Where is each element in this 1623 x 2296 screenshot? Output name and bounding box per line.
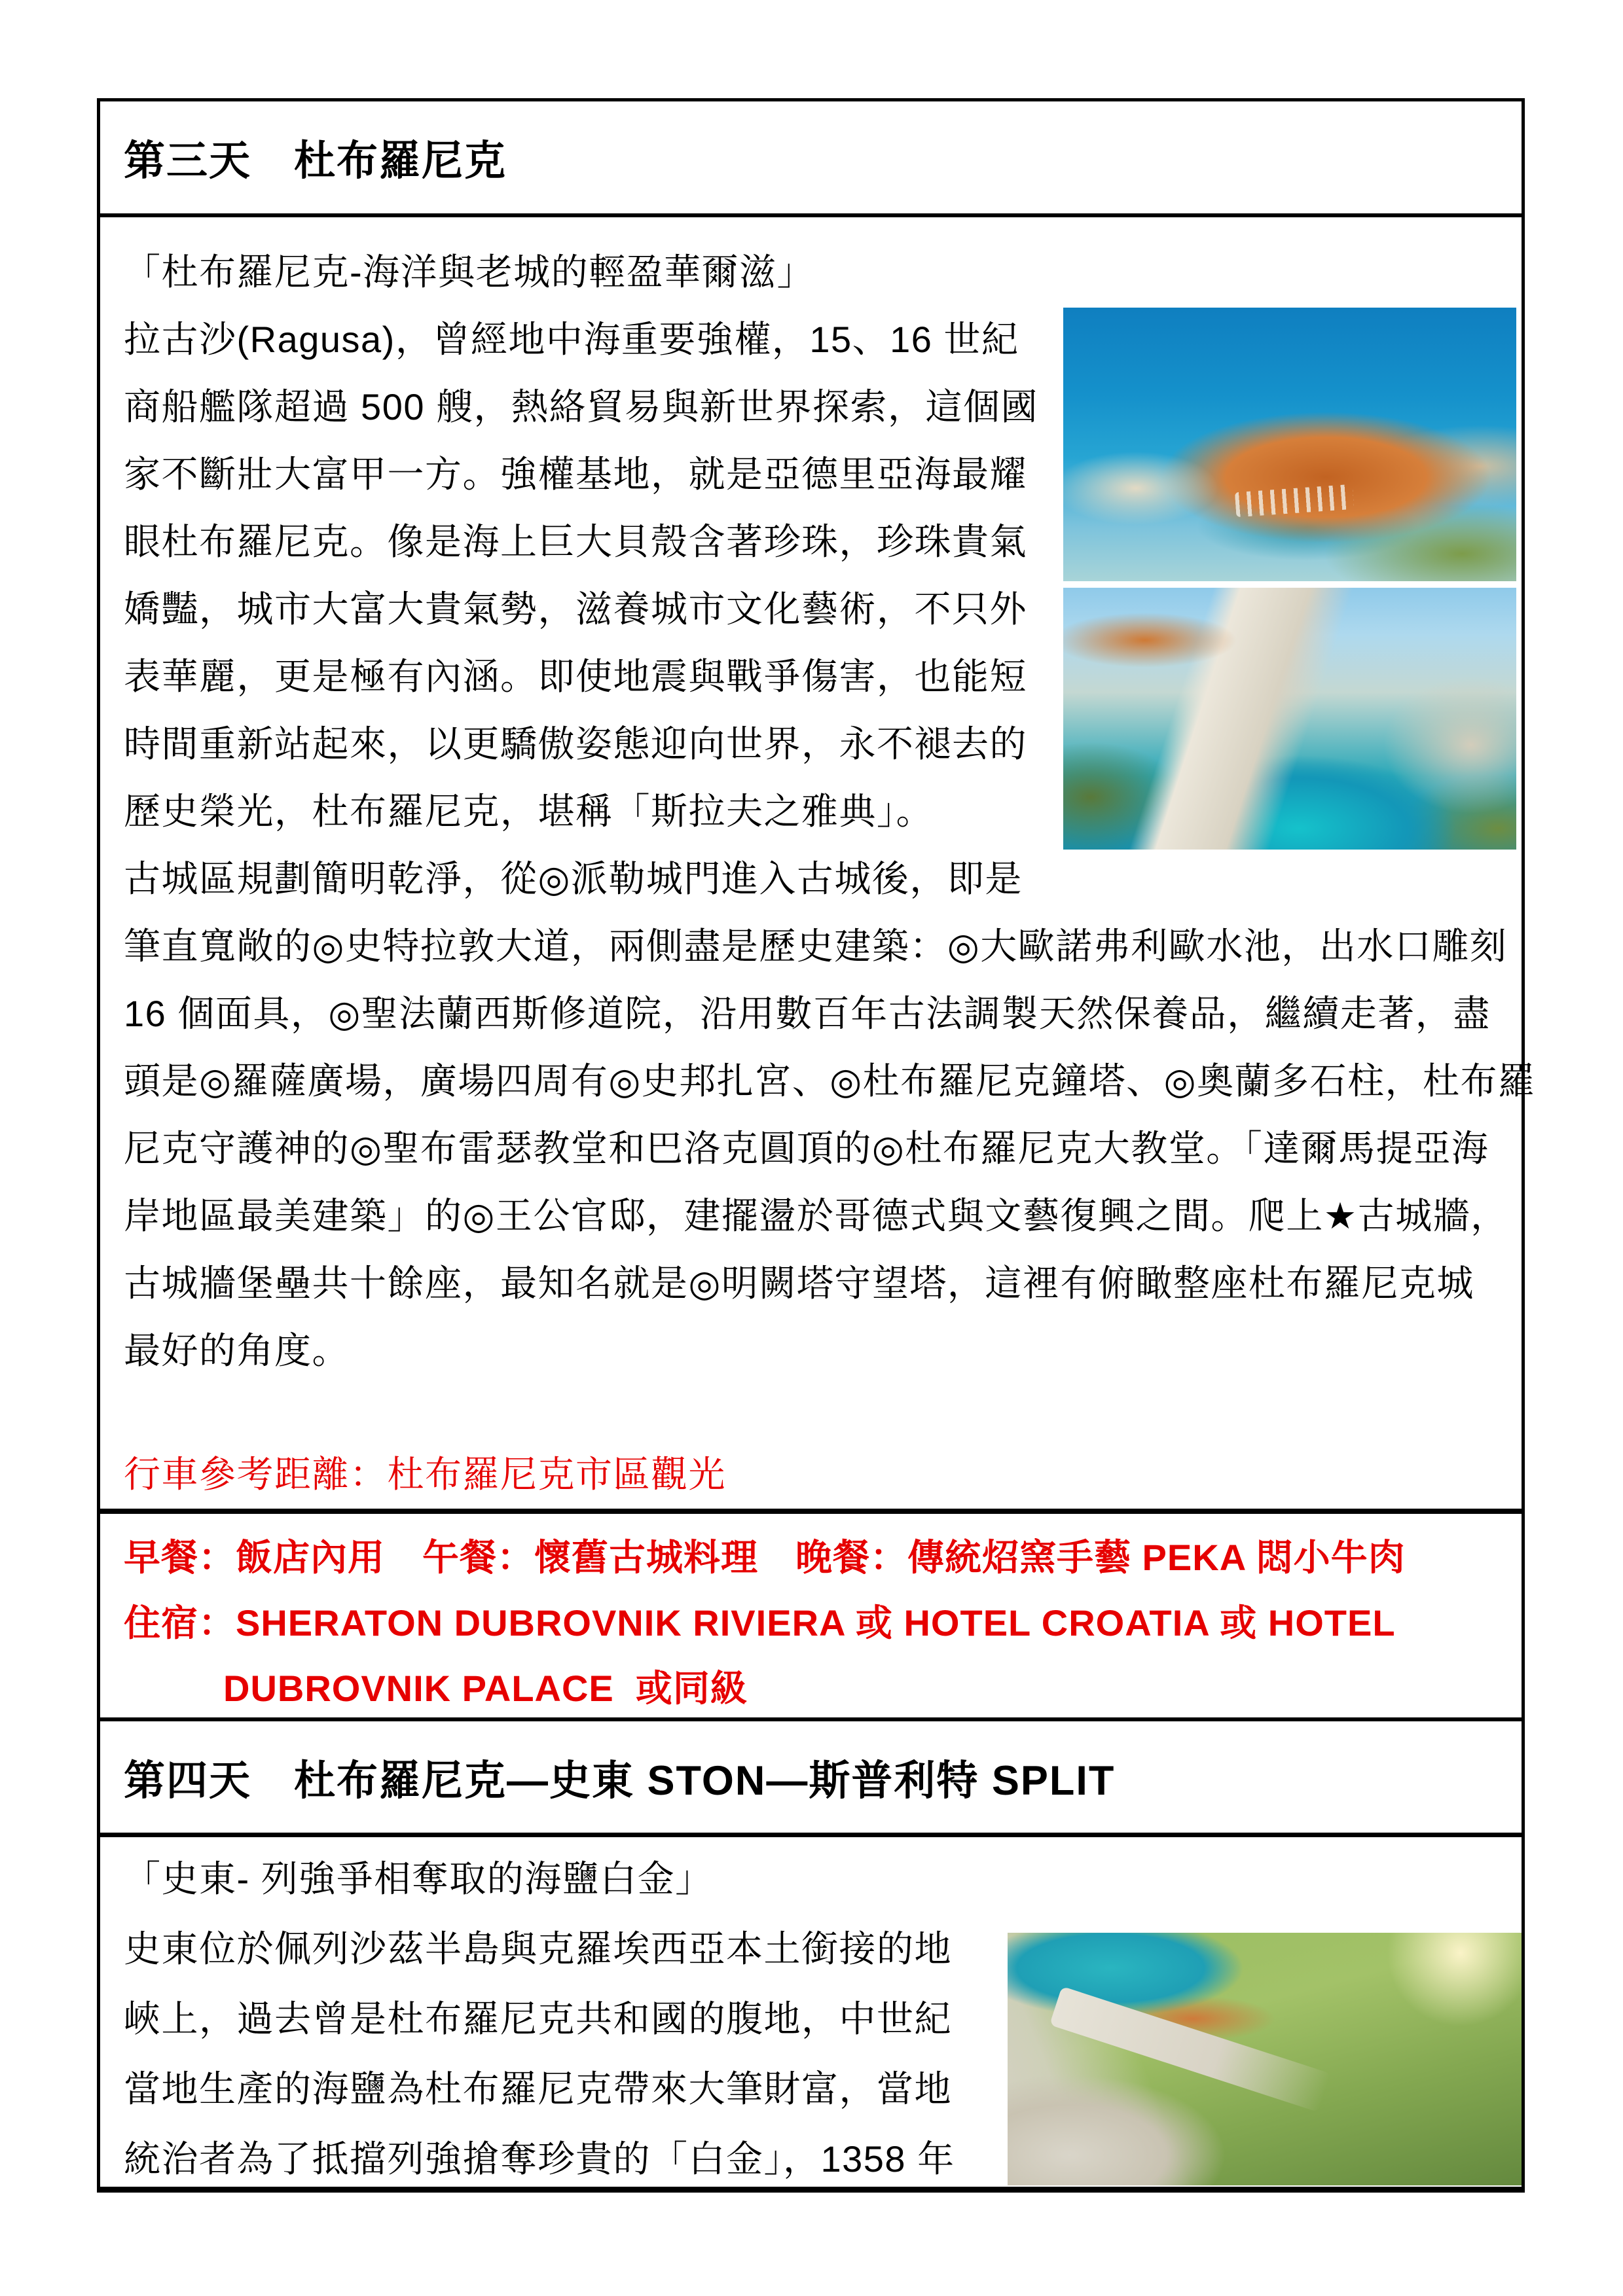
day3-meals-row — [100, 1514, 1522, 1721]
text-line: 統治者為了抵擋列強搶奪珍貴的「白金」，1358 年 — [124, 2138, 955, 2179]
text-line: 時間重新站起來，以更驕傲姿態迎向世界，永不褪去的 — [124, 723, 1027, 764]
stone-wall-walkway — [1049, 1986, 1331, 2111]
text-line: 尼克守護神的◎聖布雷瑟教堂和巴洛克圓頂的◎杜布羅尼克大教堂。「達爾馬提亞海 — [124, 1128, 1489, 1169]
meals-line: 早餐：飯店內用 午餐：懷舊古城料理 晚餐：傳統炤窯手藝 PEKA 悶小牛肉 — [124, 1537, 1406, 1578]
day3-content-row — [100, 217, 1536, 1514]
text-line: 家不斷壯大富甲一方。強權基地，就是亞德里亞海最耀 — [124, 454, 1027, 495]
driving-distance-note: 行車參考距離：杜布羅尼克市區觀光 — [124, 1454, 726, 1495]
text-line: 商船艦隊超過 500 艘，熱絡貿易與新世界探索，這個國 — [124, 386, 1039, 427]
day4-header-row — [100, 1721, 1522, 1837]
text-line: 眼杜布羅尼克。像是海上巨大貝殼含著珍珠，珍珠貴氣 — [124, 521, 1027, 562]
text-line: 岸地區最美建築」的◎王公官邸，建擺盪於哥德式與文藝復興之間。爬上★古城牆， — [124, 1195, 1508, 1236]
meals-and-hotel-block — [124, 1525, 1406, 1721]
day3-header-row — [100, 101, 1522, 217]
hotel-line-1: 住宿：SHERATON DUBROVNIK RIVIERA 或 HOTEL CROATIA 或 HOTEL — [124, 1602, 1396, 1643]
text-line: 「杜布羅尼克-海洋與老城的輕盈華爾滋」 — [124, 251, 815, 293]
text-line: 筆直寬敞的◎史特拉敦大道，兩側盡是歷史建築：◎大歐諾弗利歐水池，出水口雕刻 — [124, 925, 1508, 967]
text-line: 頭是◎羅薩廣場，廣場四周有◎史邦扎宮、◎杜布羅尼克鐘塔、◎奧蘭多石柱，杜布羅 — [124, 1060, 1536, 1102]
text-line: 拉古沙(Ragusa)，曾經地中海重要強權，15、16 世紀 — [124, 319, 1019, 360]
text-line: 16 個面具，◎聖法蘭西斯修道院，沿用數百年古法調製天然保養品，繼續走著，盡 — [124, 993, 1491, 1034]
text-line: 「史東- 列強爭相奪取的海鹽白金」 — [124, 1858, 713, 1899]
day3-title: 第三天 杜布羅尼克 — [124, 138, 507, 184]
ston-walls-photo — [1008, 1933, 1522, 2185]
day4-title: 第四天 杜布羅尼克—史東 STON—斯普利特 SPLIT — [124, 1757, 1116, 1804]
text-line: 峽上，過去曾是杜布羅尼克共和國的腹地，中世紀 — [124, 1998, 952, 2039]
text-line: 歷史榮光，杜布羅尼克，堪稱「斯拉夫之雅典」。 — [124, 791, 934, 832]
text-line: 嬌豔，城市大富大貴氣勢，滋養城市文化藝術，不只外 — [124, 588, 1027, 630]
text-line: 古城區規劃簡明乾淨，從◎派勒城門進入古城後，即是 — [124, 858, 1023, 899]
text-line: 當地生產的海鹽為杜布羅尼克帶來大筆財富，當地 — [124, 2068, 952, 2109]
day4-content-row — [100, 1837, 1522, 2187]
text-line: 古城牆堡壘共十餘座，最知名就是◎明闕塔守望塔，這裡有俯瞰整座杜布羅尼克城 — [124, 1263, 1474, 1304]
text-line: 最好的角度。 — [124, 1330, 350, 1371]
text-line: 表華麗，更是極有內涵。即使地震與戰爭傷害，也能短 — [124, 656, 1027, 697]
text-line: 史東位於佩列沙茲半島與克羅埃西亞本土銜接的地 — [124, 1928, 952, 1969]
day4-paragraph — [124, 1844, 955, 2187]
day3-paragraph — [124, 238, 1535, 1384]
itinerary-table — [97, 98, 1536, 2193]
hotel-line-2: DUBROVNIK PALACE 或同級 — [223, 1668, 748, 1709]
